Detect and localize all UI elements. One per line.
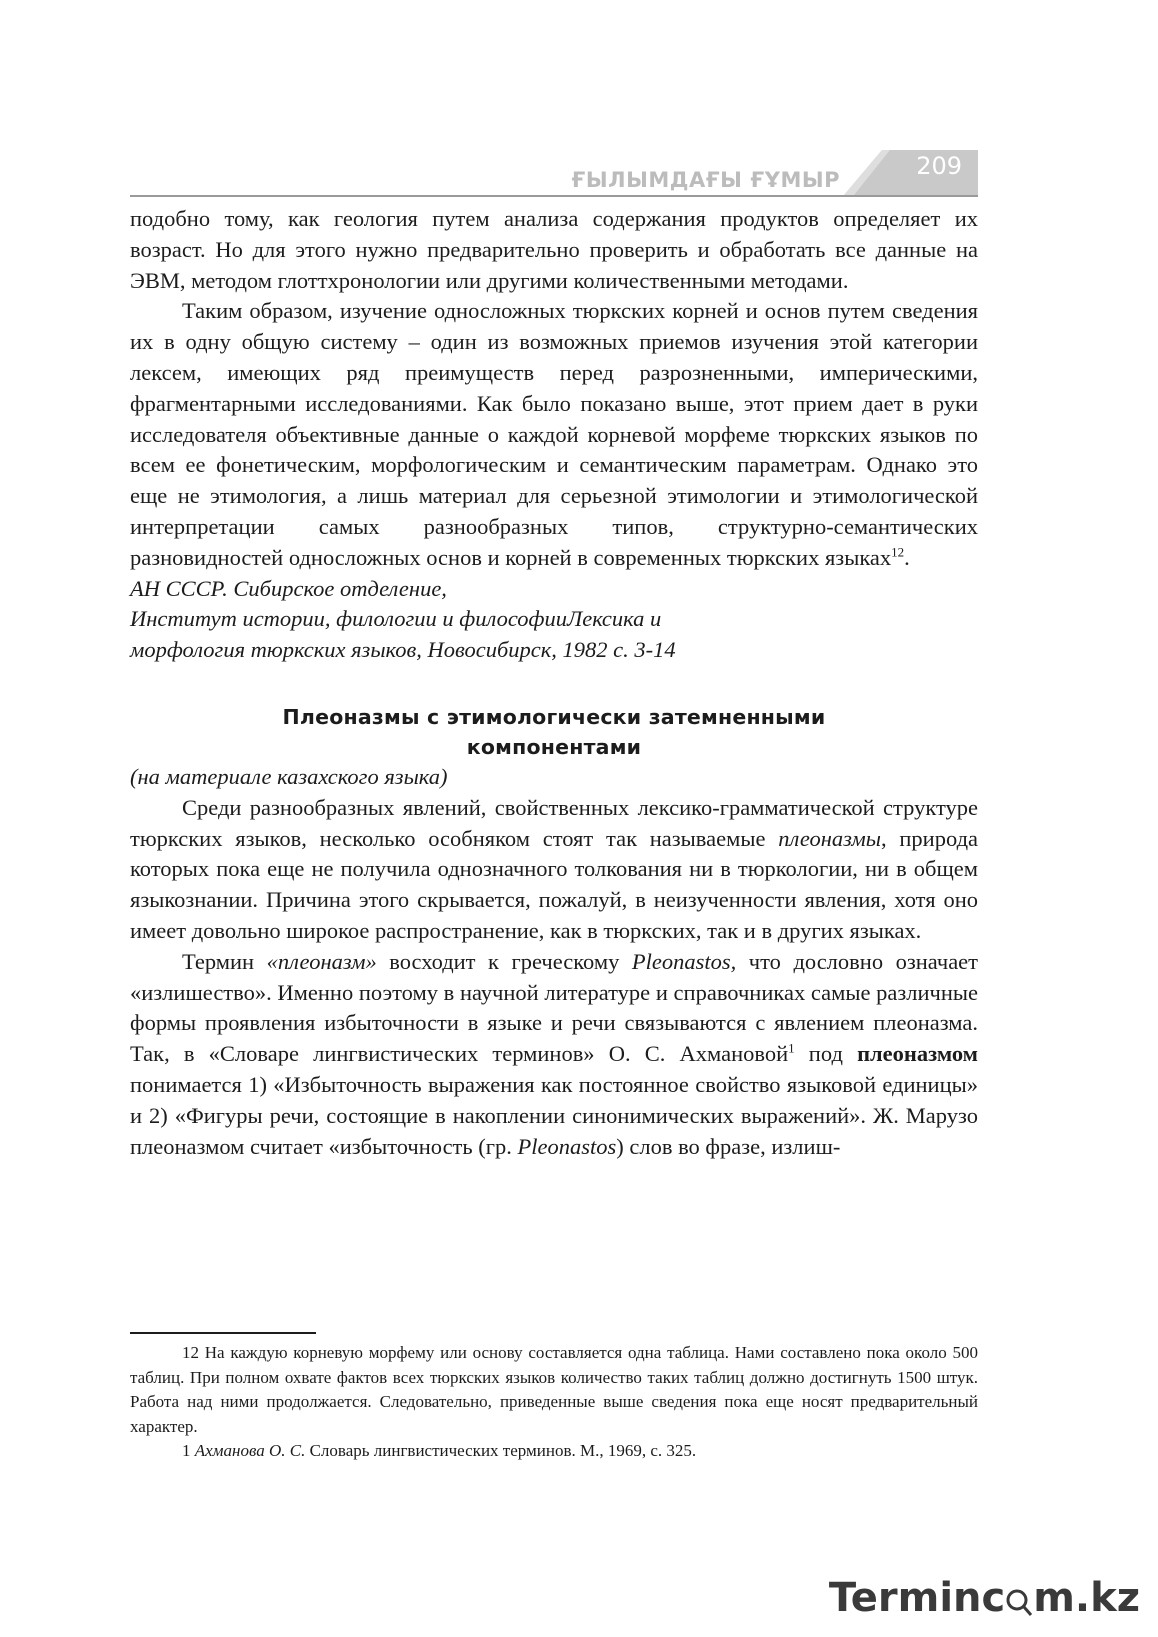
paragraph-4-a: Термин [182, 948, 267, 974]
bold-term: плеоназмом [857, 1041, 978, 1067]
greek-word-2: Pleonastos [517, 1133, 617, 1159]
watermark-t: T [828, 1575, 851, 1621]
source-line-1: АН СССР. Сибирское отделение, [130, 575, 447, 601]
paragraph-4-c: что дословно означает «излишество». Именно поэтому в научной литературе и справочниках самые различные формы проявления избыточности в языке и речи связываются с явлением плеоназма. Так, в «Словаре лингвистических терминов» О. С. Ахмановой [130, 948, 978, 1067]
watermark-text-a: erminc [850, 1575, 1006, 1621]
section-subtitle: (на материале казахского языка) [130, 763, 448, 789]
term-pleonasms: плеоназмы [778, 825, 881, 851]
paragraph-4-f: ) слов во фразе, излиш- [616, 1133, 841, 1159]
footnote-12: 12 На каждую корневую морфему или основу составляется одна таблица. Нами составлено пока около 500 таблиц. При полном охвате фактов всех тюркских языков количество таких таблиц должно достигнуть 1500 штук. Работа над ними продолжается. Следовательно, приведенные выше сведения пока еще носят предварительный характер. [130, 1343, 978, 1436]
source-line-2: Институт истории, филологии и философииЛексика и [130, 606, 662, 632]
source-line-3: морфология тюркских языков, Новосибирск, 1982 с. 3-14 [130, 637, 676, 663]
paragraph-2 [130, 296, 978, 573]
body-text [130, 204, 978, 1162]
termincom-watermark [829, 1575, 1140, 1621]
paragraph-4 [130, 947, 978, 1163]
paragraph-4-e: понимается 1) «Избыточность выражения как постоянное свойство языковой единицы» и 2) «Фигуры речи, состоящие в накоплении синонимических выражений». Ж. Марузо плеоназмом считает «избыточность (гр. [130, 1071, 978, 1159]
section-title-line-1: Плеоназмы с этимологически затемненными [282, 704, 826, 729]
paragraph-4-d: под [794, 1041, 858, 1067]
footnotes [130, 1341, 978, 1464]
footnote-1-text: Словарь лингвистических терминов. М., 1969, с. 325. [305, 1441, 697, 1460]
magnifier-icon [1005, 1587, 1033, 1617]
term-pleonasm: «плеоназм» [266, 948, 377, 974]
footnote-1 [130, 1439, 978, 1464]
section-title [130, 702, 978, 762]
watermark-text-b: m.kz [1033, 1575, 1140, 1621]
running-title: ҒЫЛЫМДАҒЫ ҒҰМЫР [571, 168, 840, 192]
page-number: 209 [916, 152, 962, 180]
paragraph-3-a: Среди разнообразных явлений, свойственных лексико-грамматической структуре тюркских языков, несколько особняком стоят так называемые [130, 794, 978, 851]
footnote-ref-1: 1 [788, 1040, 795, 1056]
running-header [130, 150, 978, 198]
section-title-line-2: компонентами [466, 734, 642, 759]
paragraph-3 [130, 793, 978, 947]
footnote-ref-12: 12 [891, 544, 905, 560]
paragraph-3-b: , природа которых пока еще не получила однозначного толкования ни в тюркологии, ни в общем языкознании. Причина этого скрывается, пожалуй, в неизученности явления, хотя оно имеет довольно широкое распространение, как в тюркских, так и в других языках. [130, 825, 978, 943]
header-rule [130, 195, 978, 197]
paragraph-2-text: Таким образом, изучение односложных тюркских корней и основ путем сведения их в одну общую систему – один из возможных приемов изучения этой категории лексем, имеющих ряд преимуществ перед разрозненными, империческими, фрагментарными исследованиями. Как было показано выше, этот прием дает в руки исследователя объективные данные о каждой корневой морфеме тюркских языков по всем ее фонетическим, морфологическим и семантическим параметрам. Однако это еще не этимология, а лишь материал для серьезной этимологии и этимологической интерпретации самых разнообразных типов, структурно-семантических разновидностей односложных основ и корней в современных тюркских языках [130, 298, 978, 570]
paragraph-4-b: восходит к греческому [376, 948, 632, 974]
footnote-rule [130, 1332, 316, 1334]
footnote-1-number: 1 [182, 1441, 195, 1460]
paragraph-2-end: . [904, 544, 910, 570]
greek-word: Pleonastos, [631, 948, 737, 974]
paragraph-1: подобно тому, как геология путем анализа содержания продуктов определяет их возраст. Но для этого нужно предварительно проверить и обработать все данные на ЭВМ, методом глоттхронологии или другими количественными методами. [130, 206, 978, 293]
footnote-1-author: Ахманова О. С. [194, 1441, 306, 1460]
